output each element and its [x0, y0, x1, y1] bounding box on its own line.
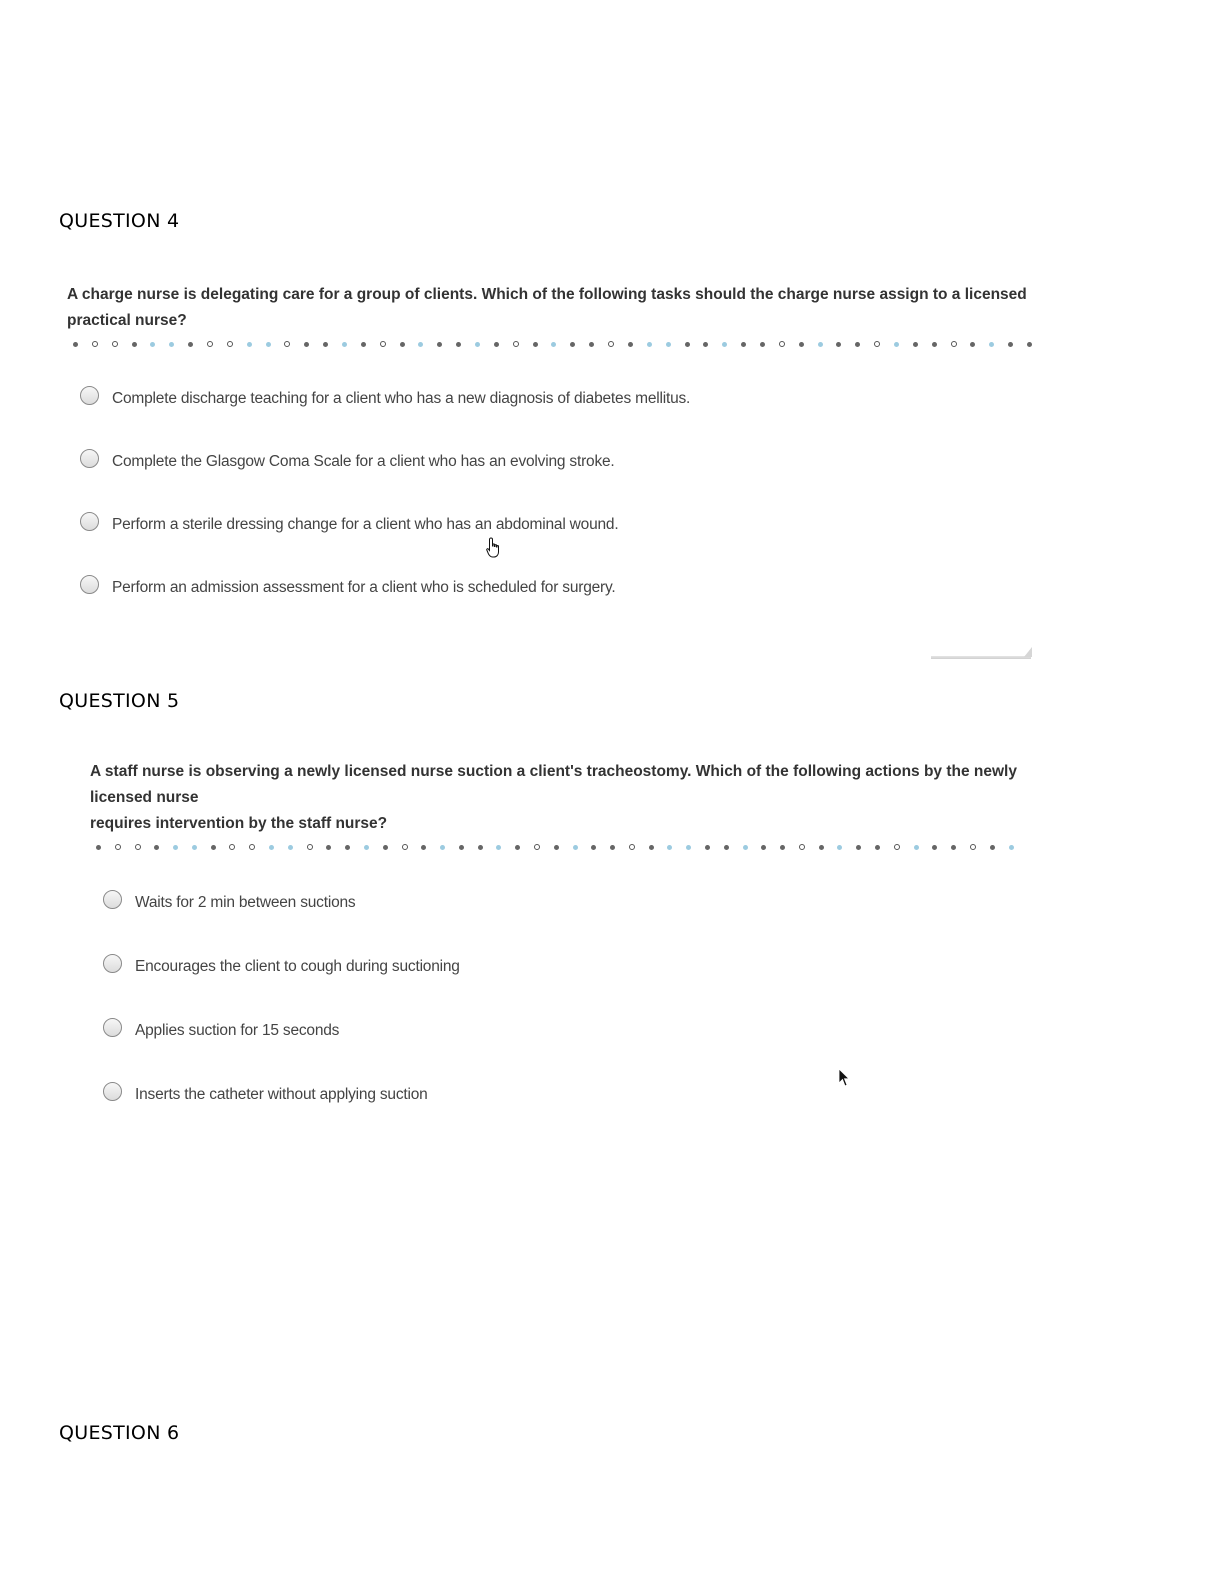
- separator-dot: [779, 341, 785, 347]
- radio-button[interactable]: [80, 512, 99, 531]
- question-5-option-4[interactable]: [103, 1086, 428, 1104]
- question-4-option-1[interactable]: [80, 390, 690, 408]
- separator-dot: [269, 845, 274, 850]
- question-5-prompt-line-2: requires intervention by the staff nurse?: [90, 815, 388, 832]
- radio-button[interactable]: [103, 954, 122, 973]
- separator-dot: [703, 342, 708, 347]
- question-5-dotted-separator: [96, 843, 1014, 851]
- separator-dot: [188, 342, 193, 347]
- option-label: Inserts the catheter without applying suction: [135, 1086, 428, 1103]
- separator-dot: [515, 845, 520, 850]
- separator-dot: [914, 845, 919, 850]
- separator-dot: [591, 845, 596, 850]
- separator-dot: [380, 341, 386, 347]
- separator-dot: [855, 342, 860, 347]
- separator-dot: [610, 845, 615, 850]
- separator-dot: [112, 341, 118, 347]
- separator-dot: [589, 342, 594, 347]
- separator-dot: [361, 342, 366, 347]
- separator-dot: [400, 342, 405, 347]
- separator-dot: [743, 845, 748, 850]
- separator-dot: [437, 342, 442, 347]
- separator-dot: [135, 844, 141, 850]
- separator-dot: [970, 342, 975, 347]
- option-label: Perform a sterile dressing change for a client who has an abdominal wound.: [112, 516, 619, 533]
- option-label: Waits for 2 min between suctions: [135, 894, 356, 911]
- separator-dot: [799, 342, 804, 347]
- separator-dot: [722, 342, 727, 347]
- separator-dot: [326, 845, 331, 850]
- separator-dot: [666, 342, 671, 347]
- separator-dot: [837, 845, 842, 850]
- separator-dot: [932, 342, 937, 347]
- separator-dot: [418, 342, 423, 347]
- separator-dot: [496, 845, 501, 850]
- separator-dot: [761, 845, 766, 850]
- separator-dot: [1027, 342, 1032, 347]
- radio-button[interactable]: [103, 890, 122, 909]
- separator-dot: [421, 845, 426, 850]
- separator-dot: [875, 845, 880, 850]
- separator-dot: [780, 845, 785, 850]
- separator-dot: [970, 844, 976, 850]
- radio-button[interactable]: [80, 575, 99, 594]
- separator-dot: [383, 845, 388, 850]
- separator-dot: [307, 844, 313, 850]
- separator-dot: [364, 845, 369, 850]
- separator-dot: [169, 342, 174, 347]
- separator-dot: [247, 342, 252, 347]
- separator-dot: [402, 844, 408, 850]
- separator-dot: [913, 342, 918, 347]
- separator-dot: [456, 342, 461, 347]
- separator-dot: [249, 844, 255, 850]
- separator-dot: [705, 845, 710, 850]
- separator-dot: [227, 341, 233, 347]
- separator-dot: [475, 342, 480, 347]
- separator-dot: [989, 342, 994, 347]
- option-label: Complete the Glasgow Coma Scale for a client who has an evolving stroke.: [112, 453, 615, 470]
- question-6-heading: QUESTION 6: [59, 1422, 180, 1444]
- separator-dot: [494, 342, 499, 347]
- radio-button[interactable]: [80, 449, 99, 468]
- question-5-option-1[interactable]: [103, 894, 355, 912]
- separator-dot: [667, 845, 672, 850]
- radio-button[interactable]: [80, 386, 99, 405]
- hand-pointer-cursor-icon: [486, 537, 502, 559]
- separator-dot: [266, 342, 271, 347]
- separator-dot: [649, 845, 654, 850]
- separator-dot: [288, 845, 293, 850]
- option-label: Complete discharge teaching for a client who has a new diagnosis of diabetes mellitus.: [112, 390, 691, 407]
- separator-dot: [628, 342, 633, 347]
- separator-dot: [819, 845, 824, 850]
- separator-dot: [154, 845, 159, 850]
- separator-dot: [551, 342, 556, 347]
- separator-dot: [799, 844, 805, 850]
- separator-dot: [894, 844, 900, 850]
- separator-dot: [1008, 342, 1013, 347]
- separator-dot: [173, 845, 178, 850]
- separator-dot: [554, 845, 559, 850]
- option-label: Encourages the client to cough during suctioning: [135, 958, 460, 975]
- radio-button[interactable]: [103, 1082, 122, 1101]
- question-5-heading: QUESTION 5: [59, 690, 180, 712]
- separator-dot: [608, 341, 614, 347]
- option-label: Perform an admission assessment for a client who is scheduled for surgery.: [112, 579, 616, 596]
- separator-dot: [459, 845, 464, 850]
- question-5-option-2[interactable]: [103, 958, 460, 976]
- separator-dot: [73, 342, 78, 347]
- section-divider-tip: [1024, 647, 1032, 657]
- separator-dot: [874, 341, 880, 347]
- separator-dot: [686, 845, 691, 850]
- separator-dot: [818, 342, 823, 347]
- separator-dot: [513, 341, 519, 347]
- section-divider: [931, 656, 1031, 659]
- separator-dot: [534, 844, 540, 850]
- separator-dot: [342, 342, 347, 347]
- question-5-prompt-line-1: A staff nurse is observing a newly licensed nurse suction a client's tracheostomy. Which of the following actions by the newly licensed nurse: [90, 763, 1017, 806]
- question-4-prompt: A charge nurse is delegating care for a group of clients. Which of the following tasks should the charge nurse assign to a licensed practical nurse?: [67, 286, 1027, 329]
- separator-dot: [150, 342, 155, 347]
- arrow-cursor-icon: [838, 1068, 850, 1088]
- separator-dot: [323, 342, 328, 347]
- separator-dot: [132, 342, 137, 347]
- separator-dot: [304, 342, 309, 347]
- question-5-prompt-block: [90, 759, 1050, 837]
- separator-dot: [647, 342, 652, 347]
- separator-dot: [229, 844, 235, 850]
- radio-button[interactable]: [103, 1018, 122, 1037]
- separator-dot: [760, 342, 765, 347]
- separator-dot: [211, 845, 216, 850]
- separator-dot: [990, 845, 995, 850]
- question-4-option-2[interactable]: [80, 453, 615, 471]
- separator-dot: [96, 845, 101, 850]
- separator-dot: [629, 844, 635, 850]
- separator-dot: [724, 845, 729, 850]
- separator-dot: [894, 342, 899, 347]
- separator-dot: [440, 845, 445, 850]
- separator-dot: [570, 342, 575, 347]
- separator-dot: [856, 845, 861, 850]
- separator-dot: [741, 342, 746, 347]
- question-4-option-4[interactable]: [80, 579, 616, 597]
- separator-dot: [573, 845, 578, 850]
- separator-dot: [92, 341, 98, 347]
- question-4-option-3[interactable]: [80, 516, 618, 534]
- separator-dot: [284, 341, 290, 347]
- separator-dot: [115, 844, 121, 850]
- question-4-heading: QUESTION 4: [59, 210, 180, 232]
- separator-dot: [1009, 845, 1014, 850]
- question-4-prompt-block: [67, 282, 1067, 334]
- separator-dot: [685, 342, 690, 347]
- separator-dot: [207, 341, 213, 347]
- question-5-option-3[interactable]: [103, 1022, 339, 1040]
- separator-dot: [533, 342, 538, 347]
- separator-dot: [951, 845, 956, 850]
- separator-dot: [345, 845, 350, 850]
- separator-dot: [932, 845, 937, 850]
- option-label: Applies suction for 15 seconds: [135, 1022, 340, 1039]
- separator-dot: [951, 341, 957, 347]
- separator-dot: [478, 845, 483, 850]
- separator-dot: [192, 845, 197, 850]
- question-4-dotted-separator: [73, 340, 1032, 348]
- separator-dot: [836, 342, 841, 347]
